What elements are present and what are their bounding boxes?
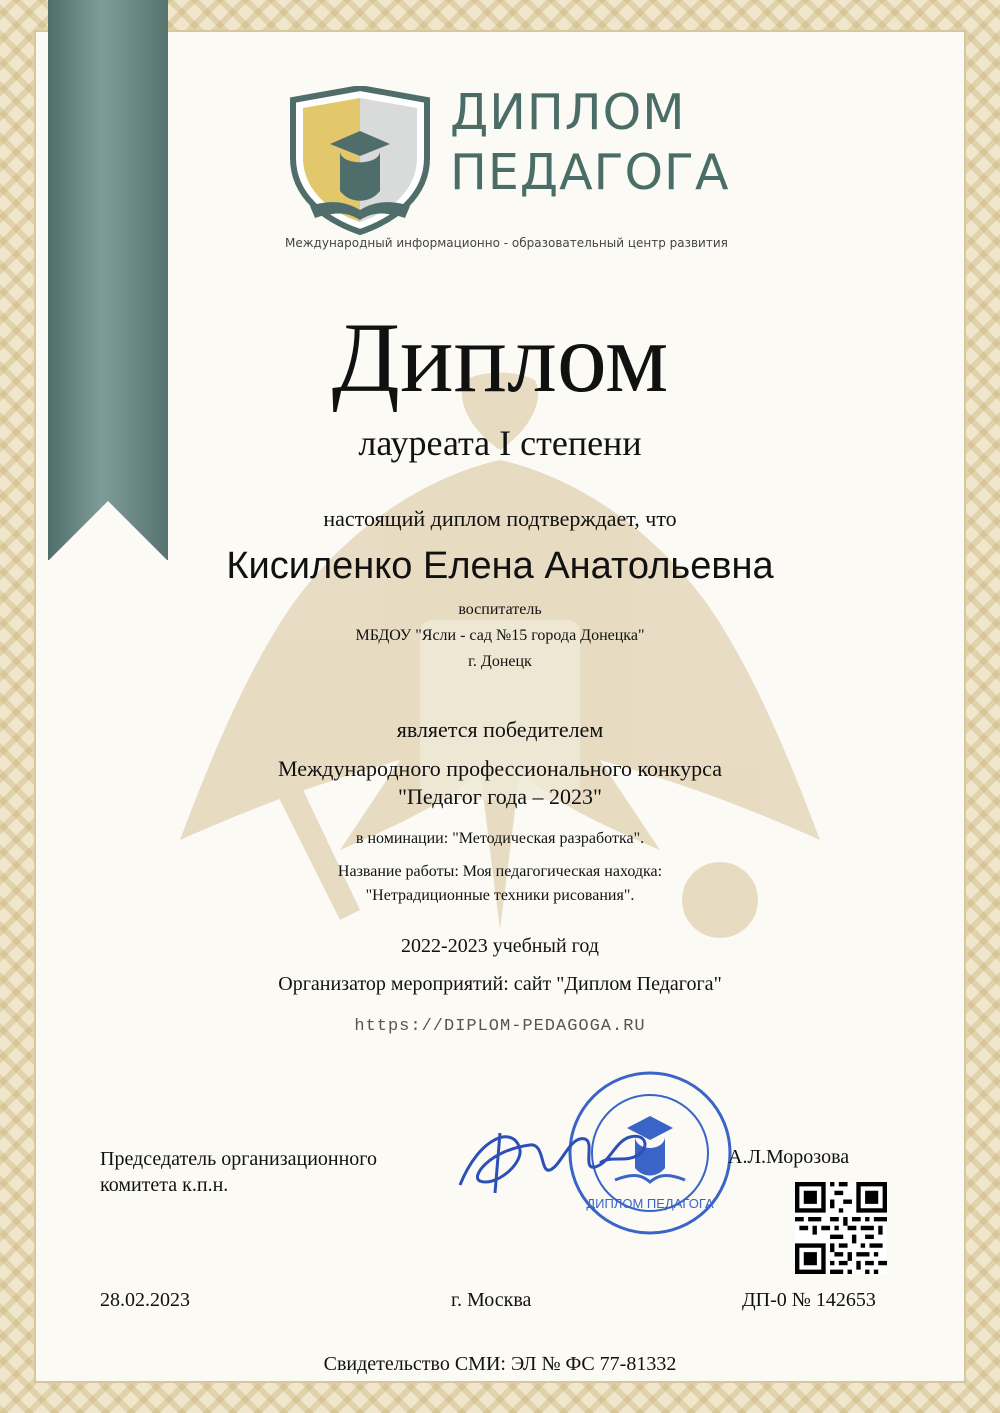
brand-subtitle: Международный информационно - образовательный центр развития — [285, 236, 728, 250]
brand-title-line1: ДИПЛОМ — [450, 84, 686, 141]
media-registration: Свидетельство СМИ: ЭЛ № ФС 77-81332 — [323, 1353, 677, 1375]
chairman-title-line2: комитета к.п.н. — [100, 1174, 229, 1196]
handwritten-signature — [450, 1115, 660, 1205]
academic-year: 2022-2023 учебный год — [401, 935, 599, 957]
recipient-organization: МБДОУ "Ясли - сад №15 города Донецка" — [355, 627, 645, 644]
work-title: Название работы: Моя педагогическая находка: — [337, 863, 663, 880]
contest-name: "Педагог года – 2023" — [397, 784, 603, 809]
diploma-number: ДП-0 № 142653 — [742, 1289, 876, 1311]
shield-logo-icon — [285, 86, 435, 236]
chairman-title-line1: Председатель организационного — [100, 1148, 378, 1170]
brand-logo — [285, 84, 730, 256]
confirm-text: настоящий диплом подтверждает, что — [323, 506, 677, 531]
recipient-position: воспитатель — [458, 601, 542, 618]
brand-title-line2: ПЕДАГОГА — [450, 144, 730, 201]
diploma-title: Диплом — [331, 302, 669, 413]
signer-name: А.Л.Морозова — [728, 1146, 850, 1168]
winner-text: является победителем — [396, 717, 604, 742]
contest-text: Международного профессионального конкурса — [278, 756, 722, 781]
stamp-center-text: ДИПЛОМ ПЕДАГОГА — [586, 1196, 714, 1211]
organizer-text: Организатор мероприятий: сайт "Диплом Педагога" — [278, 973, 722, 995]
work-name: "Нетрадиционные техники рисования". — [365, 887, 635, 904]
recipient-city: г. Донецк — [468, 653, 532, 670]
recipient-name: Кисиленко Елена Анатольевна — [226, 545, 774, 587]
issue-date: 28.02.2023 — [100, 1289, 190, 1311]
nomination-text: в номинации: "Методическая разработка". — [355, 830, 645, 847]
issue-place: г. Москва — [451, 1289, 532, 1311]
diploma-degree: лауреата I степени — [358, 423, 642, 463]
site-url: https://DIPLOM-PEDAGOGA.RU — [354, 1017, 646, 1036]
qr-code-icon — [795, 1182, 887, 1274]
chairman-title — [100, 1146, 377, 1198]
